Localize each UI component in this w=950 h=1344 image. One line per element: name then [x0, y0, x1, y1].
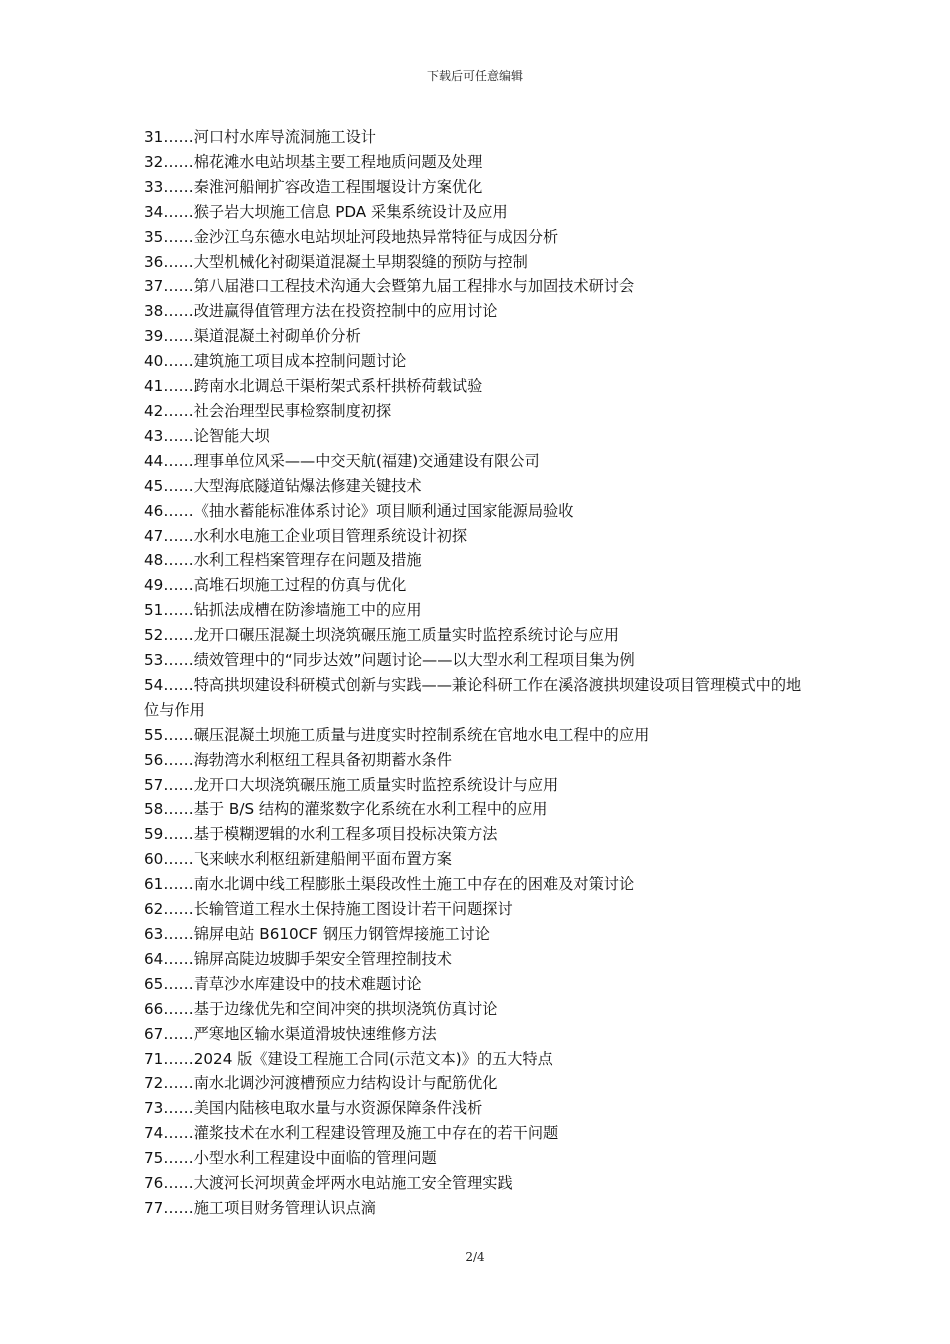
toc-item: 55……碾压混凝土坝施工质量与进度实时控制系统在官地水电工程中的应用 [144, 725, 650, 744]
toc-item: 43……论智能大坝 [144, 426, 270, 445]
toc-item: 42……社会治理型民事检察制度初探 [144, 401, 392, 420]
toc-item: 72……南水北调沙河渡槽预应力结构设计与配筋优化 [144, 1074, 498, 1093]
toc-item: 40……建筑施工项目成本控制问题讨论 [144, 352, 407, 371]
toc-item: 73……美国内陆核电取水量与水资源保障条件浅析 [144, 1099, 483, 1118]
toc-item: 56……海勃湾水利枢纽工程具备初期蓄水条件 [144, 750, 452, 769]
toc-item: 64……锦屏高陡边坡脚手架安全管理控制技术 [144, 949, 452, 968]
page-number: 2/4 [465, 1250, 485, 1264]
toc-item: 49……高堆石坝施工过程的仿真与优化 [144, 576, 407, 595]
toc-item: 75……小型水利工程建设中面临的管理问题 [144, 1149, 437, 1168]
toc-list [144, 125, 814, 1221]
toc-item: 76……大渡河长河坝黄金坪两水电站施工安全管理实践 [144, 1174, 513, 1193]
toc-item: 65……青草沙水库建设中的技术难题讨论 [144, 974, 422, 993]
toc-item: 33……秦淮河船闸扩容改造工程围堰设计方案优化 [144, 177, 483, 196]
toc-item: 77……施工项目财务管理认识点滴 [144, 1198, 376, 1217]
toc-item: 34……猴子岩大坝施工信息 PDA 采集系统设计及应用 [144, 202, 508, 221]
toc-item: 54……特高拱坝建设科研模式创新与实践——兼论科研工作在溪洛渡拱坝建设项目管理模式中的地位与作用 [144, 675, 802, 719]
toc-item: 44……理事单位风采——中交天航(福建)交通建设有限公司 [144, 451, 540, 470]
toc-item: 59……基于模糊逻辑的水利工程多项目投标决策方法 [144, 825, 498, 844]
toc-item: 37……第八届港口工程技术沟通大会暨第九届工程排水与加固技术研讨会 [144, 277, 635, 296]
toc-item: 38……改进赢得值管理方法在投资控制中的应用讨论 [144, 302, 498, 321]
toc-item: 52……龙开口碾压混凝土坝浇筑碾压施工质量实时监控系统讨论与应用 [144, 626, 619, 645]
page-header-note: 下载后可任意编辑 [426, 69, 523, 83]
toc-item: 47……水利水电施工企业项目管理系统设计初探 [144, 526, 468, 545]
toc-item: 60……飞来峡水利枢纽新建船闸平面布置方案 [144, 850, 452, 869]
toc-item: 48……水利工程档案管理存在问题及措施 [144, 551, 422, 570]
toc-item: 32……棉花滩水电站坝基主要工程地质问题及处理 [144, 152, 483, 171]
toc-item: 36……大型机械化衬砌渠道混凝土早期裂缝的预防与控制 [144, 252, 528, 271]
toc-item: 35……金沙江乌东德水电站坝址河段地热异常特征与成因分析 [144, 227, 559, 246]
toc-item: 63……锦屏电站 B610CF 钢压力钢管焊接施工讨论 [144, 925, 490, 943]
toc-item: 46……《抽水蓄能标准体系讨论》项目顺利通过国家能源局验收 [144, 501, 574, 520]
toc-item: 58……基于 B/S 结构的灌浆数字化系统在水利工程中的应用 [144, 800, 548, 819]
toc-item: 62……长输管道工程水土保持施工图设计若干问题探讨 [144, 900, 513, 919]
toc-item: 41……跨南水北调总干渠桁架式系杆拱桥荷载试验 [144, 377, 483, 396]
toc-item: 39……渠道混凝土衬砌单价分析 [144, 327, 361, 346]
toc-item: 53……绩效管理中的“同步达效”问题讨论——以大型水利工程项目集为例 [144, 651, 635, 670]
toc-item: 31……河口村水库导流洞施工设计 [144, 128, 376, 146]
toc-item: 61……南水北调中线工程膨胀土渠段改性土施工中存在的困难及对策讨论 [144, 875, 635, 894]
toc-item: 45……大型海底隧道钻爆法修建关键技术 [144, 476, 422, 495]
toc-item: 57……龙开口大坝浇筑碾压施工质量实时监控系统设计与应用 [144, 775, 559, 794]
toc-item: 67……严寒地区输水渠道滑坡快速维修方法 [144, 1024, 437, 1043]
toc-item: 71……2024 版《建设工程施工合同(示范文本)》的五大特点 [144, 1049, 553, 1068]
toc-item: 66……基于边缘优先和空间冲突的拱坝浇筑仿真讨论 [144, 999, 498, 1018]
toc-item: 74……灌浆技术在水利工程建设管理及施工中存在的若干问题 [144, 1124, 559, 1143]
toc-item: 51……钻抓法成槽在防渗墙施工中的应用 [144, 601, 422, 620]
